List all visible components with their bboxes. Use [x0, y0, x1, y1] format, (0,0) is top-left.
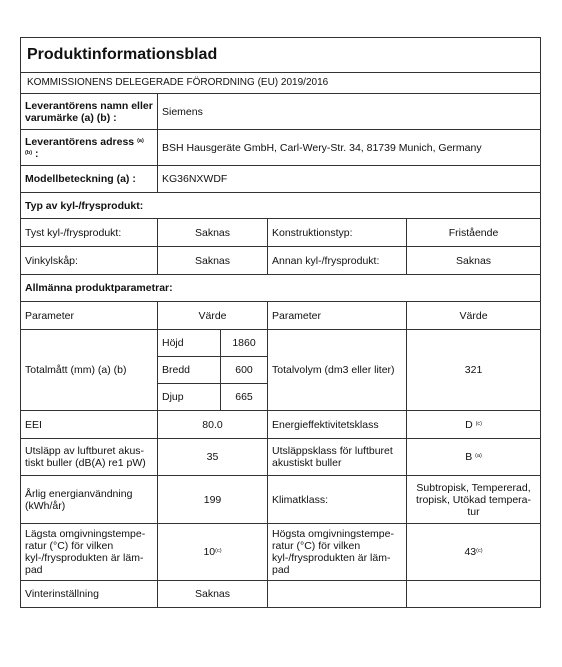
- max-temp-value: [407, 524, 541, 581]
- dimensions-label: Totalmått (mm) (a) (b): [21, 330, 158, 411]
- climate-class-label: Klimatklass:: [268, 476, 407, 524]
- depth-label: Djup: [158, 384, 221, 411]
- parameter-header: Parameter: [21, 302, 158, 330]
- value-header: Värde: [158, 302, 268, 330]
- noise-class-letter: B: [465, 451, 473, 463]
- product-info-sheet: [20, 37, 541, 608]
- supplier-address-label: [21, 130, 158, 166]
- other-appliance-label: Annan kyl-/frysprodukt:: [268, 247, 407, 275]
- low-noise-value: Saknas: [158, 219, 268, 247]
- footnote-c: (c): [476, 548, 483, 554]
- footnote-a: (a): [137, 137, 144, 144]
- sheet-title: Produktinformationsblad: [21, 38, 541, 73]
- wine-cabinet-label: Vinkylskåp:: [21, 247, 158, 275]
- low-noise-label: Tyst kyl-/frysprodukt:: [21, 219, 158, 247]
- noise-class-label: Utsläppsklass för luftburet akustiskt buller: [268, 439, 407, 476]
- depth-value: 665: [221, 384, 268, 411]
- energy-class-letter: D: [465, 418, 473, 431]
- winter-setting-label: Vinterinställning: [21, 581, 158, 608]
- supplier-name-label: Leverantörens namn eller varumärke (a) (b) :: [21, 94, 158, 130]
- design-type-label: Konstruktionstyp:: [268, 219, 407, 247]
- design-type-value: Fristående: [407, 219, 541, 247]
- max-temp-number: 43: [464, 546, 477, 558]
- footnote-c: (c): [475, 420, 482, 427]
- max-temp-label: Högsta omgivningstempe-ratur (°C) för vilken kyl-/frysprodukten är läm-pad: [268, 524, 407, 581]
- width-label: Bredd: [158, 357, 221, 384]
- empty-cell: [407, 581, 541, 608]
- noise-value: 35: [158, 439, 268, 476]
- empty-cell: [268, 581, 407, 608]
- noise-class-value: [407, 439, 541, 476]
- value-header-2: Värde: [407, 302, 541, 330]
- regulation-reference: KOMMISSIONENS DELEGERADE FÖRORDNING (EU) 2019/2016: [21, 73, 541, 94]
- annual-energy-value: 199: [158, 476, 268, 524]
- wine-cabinet-value: Saknas: [158, 247, 268, 275]
- colon: :: [34, 147, 39, 160]
- energy-class-value: [407, 411, 541, 439]
- min-temp-number: 10: [203, 546, 216, 558]
- width-value: 600: [221, 357, 268, 384]
- climate-class-value: Subtropisk, Tempererad, tropisk, Utökad tempera-tur: [407, 476, 541, 524]
- volume-value: 321: [407, 330, 541, 411]
- model-label: Modellbeteckning (a) :: [21, 166, 158, 193]
- min-temp-label: Lägsta omgivningstempe-ratur (°C) för vilken kyl-/frysprodukten är läm-pad: [21, 524, 158, 581]
- volume-label: Totalvolym (dm3 eller liter): [268, 330, 407, 411]
- type-section-heading: Typ av kyl-/frysprodukt:: [21, 193, 541, 219]
- footnote-b: (b): [25, 149, 33, 156]
- supplier-name: Siemens: [158, 94, 541, 130]
- model-identifier: KG36NXWDF: [158, 166, 541, 193]
- footnote-a: (a): [475, 453, 482, 459]
- supplier-address: BSH Hausgeräte GmbH, Carl-Wery-Str. 34, 81739 Munich, Germany: [158, 130, 541, 166]
- winter-setting-value: Saknas: [158, 581, 268, 608]
- min-temp-value: [158, 524, 268, 581]
- general-section-heading: Allmänna produktparametrar:: [21, 275, 541, 302]
- noise-label: Utsläpp av luftburet akus-tiskt buller (dB(A) re1 pW): [21, 439, 158, 476]
- parameter-header-2: Parameter: [268, 302, 407, 330]
- other-appliance-value: Saknas: [407, 247, 541, 275]
- annual-energy-label: Årlig energianvändning (kWh/år): [21, 476, 158, 524]
- height-value: 1860: [221, 330, 268, 357]
- height-label: Höjd: [158, 330, 221, 357]
- footnote-c: (c): [215, 548, 222, 554]
- energy-class-label: Energieffektivitetsklass: [268, 411, 407, 439]
- eei-value: 80.0: [158, 411, 268, 439]
- eei-label: EEI: [21, 411, 158, 439]
- supplier-address-label-text: Leverantörens adress: [25, 135, 135, 148]
